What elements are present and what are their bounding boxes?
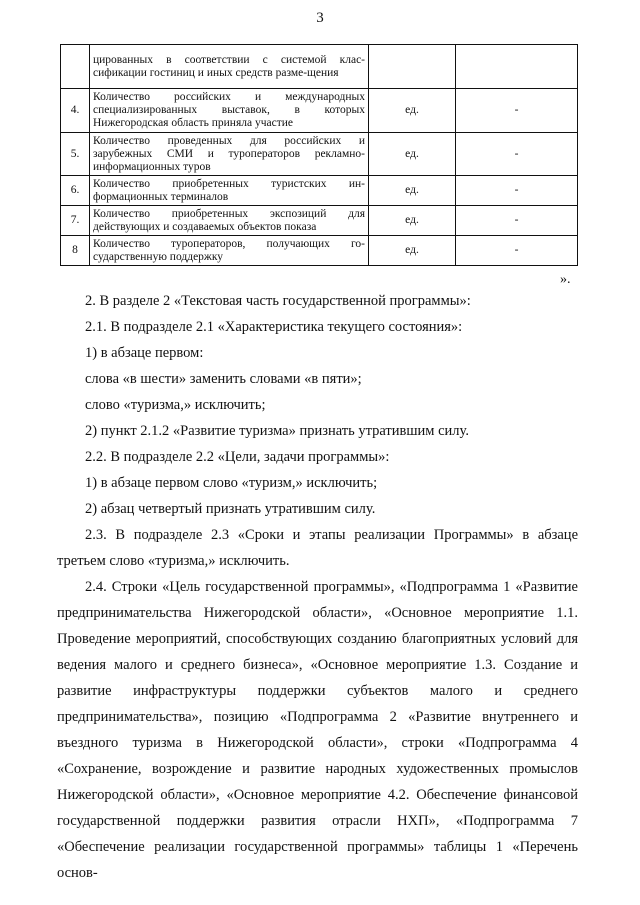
row-number — [61, 45, 90, 89]
row-number: 8 — [61, 236, 90, 266]
row-description: Количество приобретенных экспозиций для действующих и создаваемых объектов показа — [90, 206, 369, 236]
paragraph: слова «в шести» заменить словами «в пяти»; — [85, 371, 362, 387]
row-unit: ед. — [369, 89, 456, 133]
row-description: Количество туроператоров, получающих го-сударственную поддержку — [90, 236, 369, 266]
row-description: Количество приобретенных туристских ин-формационных терминалов — [90, 176, 369, 206]
paragraph: 2.1. В подразделе 2.1 «Характеристика текущего состояния»: — [85, 319, 463, 335]
row-number: 6. — [61, 176, 90, 206]
indicators-table — [60, 44, 578, 266]
table-row — [61, 45, 578, 89]
row-value: - — [456, 206, 578, 236]
row-unit: ед. — [369, 236, 456, 266]
page-number: 3 — [316, 10, 324, 26]
table-row — [61, 176, 578, 206]
paragraph: 2.3. В подразделе 2.3 «Сроки и этапы реализации Программы» в абзаце третьем слово «туризма,» исключить. — [57, 527, 578, 569]
row-value: - — [456, 176, 578, 206]
row-value — [456, 45, 578, 89]
row-value: - — [456, 89, 578, 133]
row-value: - — [456, 133, 578, 176]
row-unit: ед. — [369, 176, 456, 206]
table-row — [61, 236, 578, 266]
paragraph: 2.2. В подразделе 2.2 «Цели, задачи программы»: — [85, 449, 390, 465]
table-row — [61, 89, 578, 133]
paragraph: 1) в абзаце первом слово «туризм,» исключить; — [85, 475, 378, 491]
row-unit: ед. — [369, 133, 456, 176]
table-row — [61, 133, 578, 176]
row-description: Количество российских и международных специализированных выставок, в которых Нижегородская область приняла участие — [90, 89, 369, 133]
document-body — [57, 288, 578, 886]
row-number: 5. — [61, 133, 90, 176]
row-value: - — [456, 236, 578, 266]
paragraph: 2. В разделе 2 «Текстовая часть государственной программы»: — [85, 293, 471, 309]
paragraph: 2.4. Строки «Цель государственной программы», «Подпрограмма 1 «Развитие предпринимательства Нижегородской области», «Основное мероприятие 1.1. Проведение мероприятий, способствующих созданию благоприятных условий для ведения малого и среднего бизнеса», «Основное мероприятие 1.3. Создание и развитие инфраструктуры поддержки субъектов малого и среднего предпринимательства», позицию «Подпрограмма 2 «Развитие внутреннего и въездного туризма в Нижегородской области», строки «Подпрограмма 4 «Сохранение, возрождение и развитие народных художественных промыслов Нижегородской области», «Основное мероприятие 4.2. Обеспечение финансовой государственной поддержки развития отрасли НХП», «Подпрограмма 7 «Обеспечение реализации государственной программы» таблицы 1 «Перечень основ- — [57, 579, 578, 881]
row-description: цированных в соответствии с системой клас-сификации гостиниц и иных средств разме-щения — [90, 45, 369, 89]
paragraph: 2) абзац четвертый признать утратившим силу. — [85, 501, 376, 517]
paragraph: слово «туризма,» исключить; — [85, 397, 266, 413]
row-unit — [369, 45, 456, 89]
row-number: 7. — [61, 206, 90, 236]
closing-quote: ». — [560, 272, 571, 287]
table-row — [61, 206, 578, 236]
paragraph: 2) пункт 2.1.2 «Развитие туризма» признать утратившим силу. — [85, 423, 469, 439]
row-unit: ед. — [369, 206, 456, 236]
row-number: 4. — [61, 89, 90, 133]
row-description: Количество проведенных для российских и зарубежных СМИ и туроператоров рекламно-информационных туров — [90, 133, 369, 176]
paragraph: 1) в абзаце первом: — [85, 345, 204, 361]
